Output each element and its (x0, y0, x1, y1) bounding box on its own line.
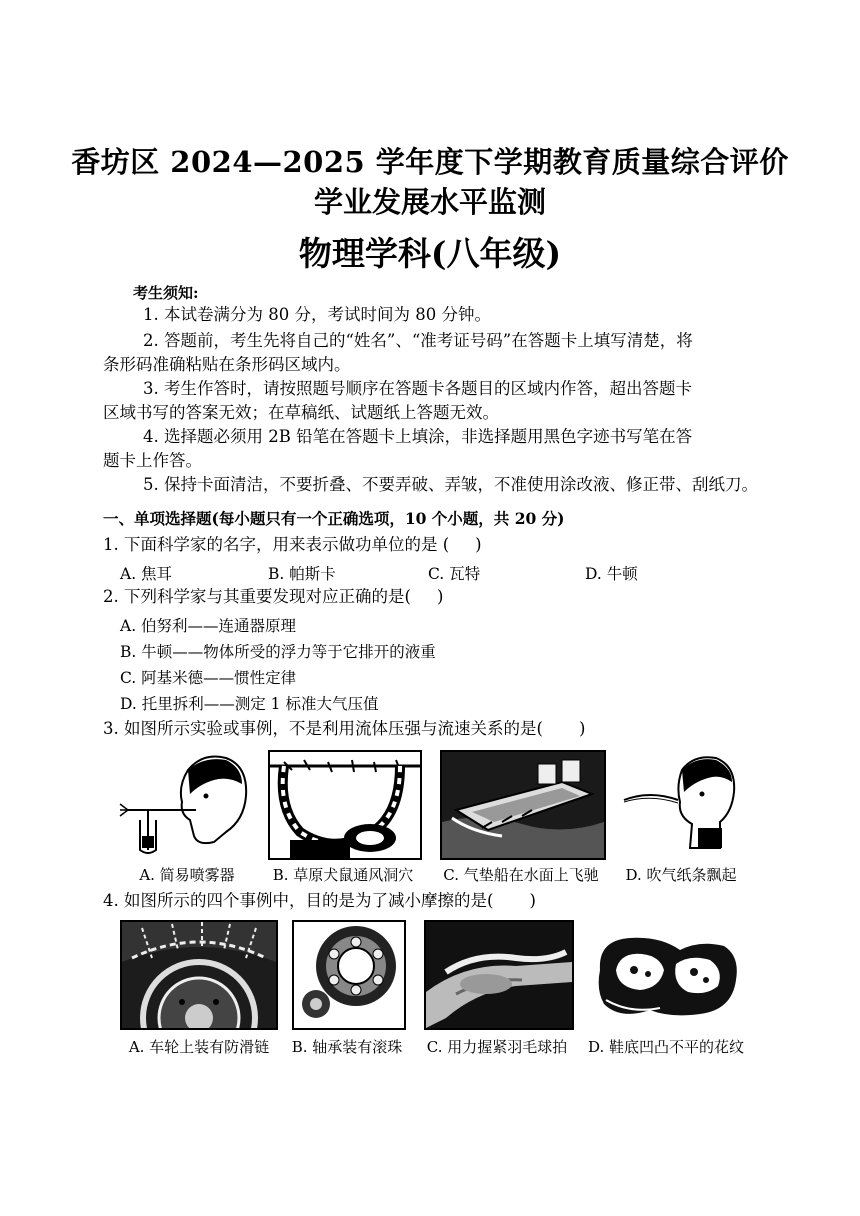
question-4-stem: 4. 如图所示的四个事例中，目的是为了减小摩擦的是( ) (103, 891, 536, 910)
q2-option-a: A. 伯努利——连通器原理 (120, 617, 297, 635)
q4-caption-c: C. 用力握紧羽毛球拍 (426, 1038, 568, 1056)
q1-option-c: C. 瓦特 (428, 565, 481, 583)
notice-item: 区域书写的答案无效；在草稿纸、试题纸上答题无效。 (103, 403, 499, 422)
notice-item: 题卡上作答。 (103, 451, 202, 470)
burrow-illustration (270, 752, 420, 858)
notice-item: 1. 本试卷满分为 80 分，考试时间为 80 分钟。 (143, 305, 491, 324)
q1-option-d: D. 牛顿 (585, 565, 638, 583)
q4-caption-d: D. 鞋底凹凸不平的花纹 (587, 1038, 745, 1056)
notice-item: 5. 保持卡面清洁，不要折叠、不要弄破、弄皱，不准使用涂改液、修正带、刮纸刀。 (143, 475, 758, 494)
q3-caption-b: B. 草原犬鼠通风洞穴 (272, 866, 414, 884)
paper-strip-illustration (620, 750, 740, 850)
q4-caption-a: A. 车轮上装有防滑链 (128, 1038, 270, 1056)
notice-item: 3. 考生作答时，请按照题号顺序在答题卡各题目的区域内作答，超出答题卡 (143, 379, 692, 398)
q4-figure-racket-grip (424, 920, 574, 1030)
q2-option-d: D. 托里拆利——测定 1 标准大气压值 (120, 695, 379, 713)
q4-figure-wheel-chain (120, 920, 278, 1030)
q3-caption-c: C. 气垫船在水面上飞驰 (443, 866, 599, 884)
q3-figure-burrow (268, 750, 422, 860)
hovercraft-illustration (442, 752, 604, 858)
question-2-stem: 2. 下列科学家与其重要发现对应正确的是( ) (103, 587, 444, 606)
bearing-illustration (294, 922, 404, 1028)
shoe-sole-illustration (590, 930, 740, 1026)
racket-grip-illustration (426, 922, 572, 1028)
notice-item: 4. 选择题必须用 2B 铅笔在答题卡上填涂，非选择题用黑色字迹书写笔在答 (143, 427, 693, 446)
notice-heading: 考生须知: (133, 284, 199, 302)
q4-caption-b: B. 轴承装有滚珠 (291, 1038, 403, 1056)
q4-figure-shoe-sole (590, 930, 740, 1026)
exam-subtitle: 学业发展水平监测 (313, 185, 546, 219)
q3-figure-hovercraft (440, 750, 606, 860)
q3-figure-paper-strip (620, 750, 740, 850)
q3-caption-a: A. 简易喷雾器 (139, 866, 235, 884)
q2-option-c: C. 阿基米德——惯性定律 (120, 669, 297, 687)
q4-figure-bearing (292, 920, 406, 1030)
section-heading: 一、单项选择题(每小题只有一个正确选项，10 个小题，共 20 分) (103, 509, 565, 528)
sprayer-illustration (118, 750, 256, 854)
q3-caption-d: D. 吹气纸条飘起 (625, 866, 737, 884)
q1-option-a: A. 焦耳 (120, 565, 173, 583)
q3-figure-sprayer (118, 750, 256, 854)
q2-option-b: B. 牛顿——物体所受的浮力等于它排开的液重 (120, 643, 436, 661)
question-3-stem: 3. 如图所示实验或事例，不是利用流体压强与流速关系的是( ) (103, 719, 586, 738)
q1-option-b: B. 帕斯卡 (268, 565, 336, 583)
notice-item: 条形码准确粘贴在条形码区域内。 (103, 355, 351, 374)
subject-title: 物理学科(八年级) (298, 234, 562, 273)
exam-title: 香坊区 2024—2025 学年度下学期教育质量综合评价 (71, 145, 789, 179)
notice-item: 2. 答题前，考生先将自己的“姓名”、“准考证号码”在答题卡上填写清楚，将 (143, 331, 693, 350)
question-1-stem: 1. 下面科学家的名字，用来表示做功单位的是 ( ) (103, 535, 482, 554)
wheel-chain-illustration (122, 922, 276, 1028)
